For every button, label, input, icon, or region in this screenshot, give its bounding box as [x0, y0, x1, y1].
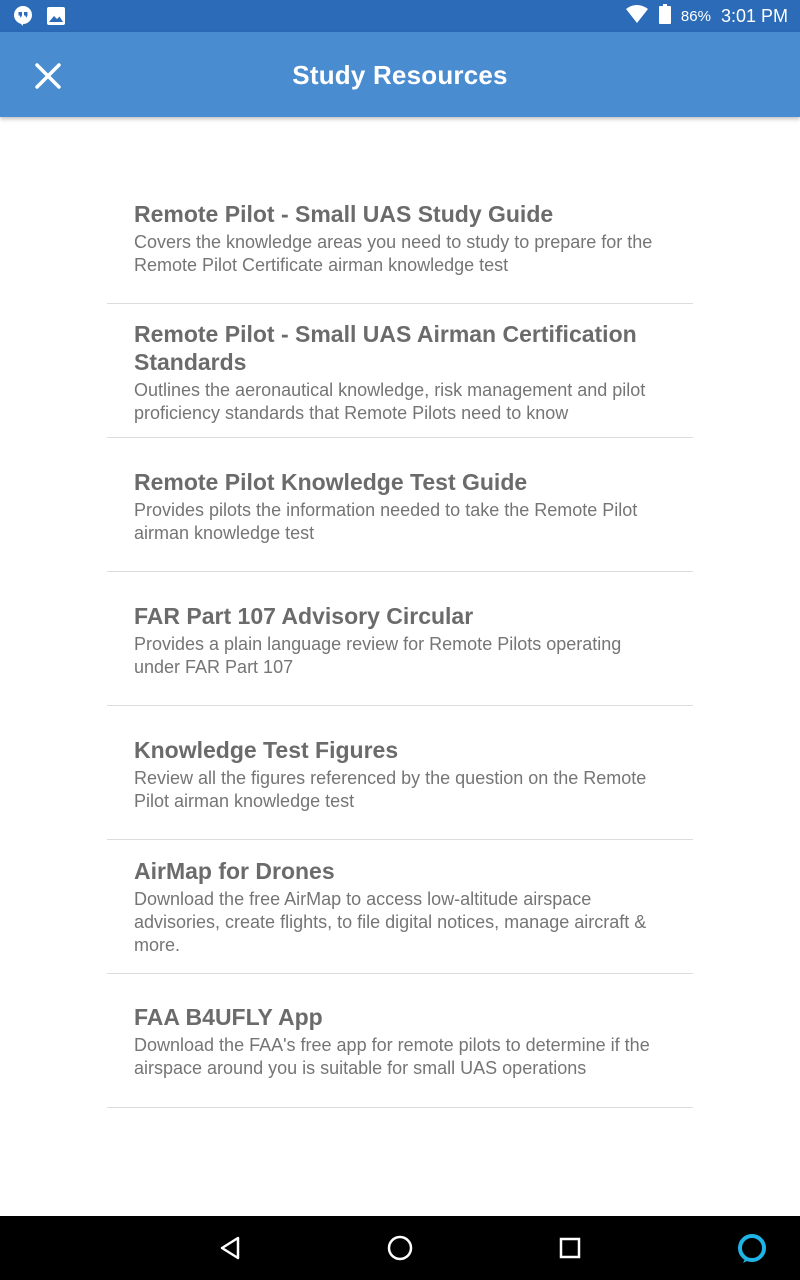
resource-title: Remote Pilot - Small UAS Airman Certification Standards — [134, 321, 637, 375]
resource-description: Provides a plain language review for Remote Pilots operating under FAR Part 107 — [134, 634, 622, 677]
resource-item-certification-standards[interactable] — [107, 304, 693, 438]
resource-title: Remote Pilot Knowledge Test Guide — [134, 469, 528, 495]
resource-item-airmap[interactable] — [107, 840, 693, 974]
resource-item-study-guide[interactable] — [107, 170, 693, 304]
image-icon — [46, 6, 66, 31]
resource-list — [107, 170, 693, 1108]
resource-item-advisory-circular[interactable] — [107, 572, 693, 706]
resource-description: Download the FAA's free app for remote pilots to determine if the airspace around you is suitable for small UAS operations — [134, 1035, 650, 1078]
resource-description: Covers the knowledge areas you need to study to prepare for the Remote Pilot Certificate airman knowledge test — [134, 232, 653, 275]
clock: 3:01 PM — [720, 5, 788, 26]
battery-icon — [659, 4, 671, 29]
home-icon — [386, 1234, 414, 1262]
status-bar — [0, 0, 800, 32]
wifi-icon — [625, 4, 649, 29]
battery-percent: 86% — [680, 7, 711, 25]
app-bar — [0, 32, 800, 117]
resource-item-knowledge-test-guide[interactable] — [107, 438, 693, 572]
navigation-bar — [0, 1216, 800, 1280]
resource-title: FAR Part 107 Advisory Circular — [134, 603, 474, 629]
alexa-icon — [736, 1232, 768, 1264]
status-system — [625, 4, 788, 28]
resource-title: Knowledge Test Figures — [134, 737, 399, 763]
resource-description: Provides pilots the information needed to take the Remote Pilot airman knowledge test — [134, 500, 638, 543]
status-notifications — [12, 5, 66, 32]
recents-icon — [556, 1234, 584, 1262]
resource-title: Remote Pilot - Small UAS Study Guide — [134, 201, 554, 227]
resource-description: Outlines the aeronautical knowledge, risk management and pilot proficiency standards that Remote Pilots need to know — [134, 380, 646, 423]
home-button[interactable] — [384, 1232, 416, 1264]
resource-title: FAA B4UFLY App — [134, 1004, 323, 1030]
resource-description: Download the free AirMap to access low-altitude airspace advisories, create flights, to file digital notices, manage aircraft & more. — [134, 889, 647, 955]
back-icon — [216, 1234, 244, 1262]
alexa-button[interactable] — [736, 1232, 768, 1264]
resource-title: AirMap for Drones — [134, 858, 335, 884]
resource-item-test-figures[interactable] — [107, 706, 693, 840]
back-button[interactable] — [214, 1232, 246, 1264]
resource-description: Review all the figures referenced by the question on the Remote Pilot airman knowledge test — [134, 768, 647, 811]
resource-item-b4ufly[interactable] — [107, 974, 693, 1108]
recents-button[interactable] — [554, 1232, 586, 1264]
hangouts-icon — [12, 5, 34, 32]
page-title: Study Resources — [292, 60, 508, 90]
